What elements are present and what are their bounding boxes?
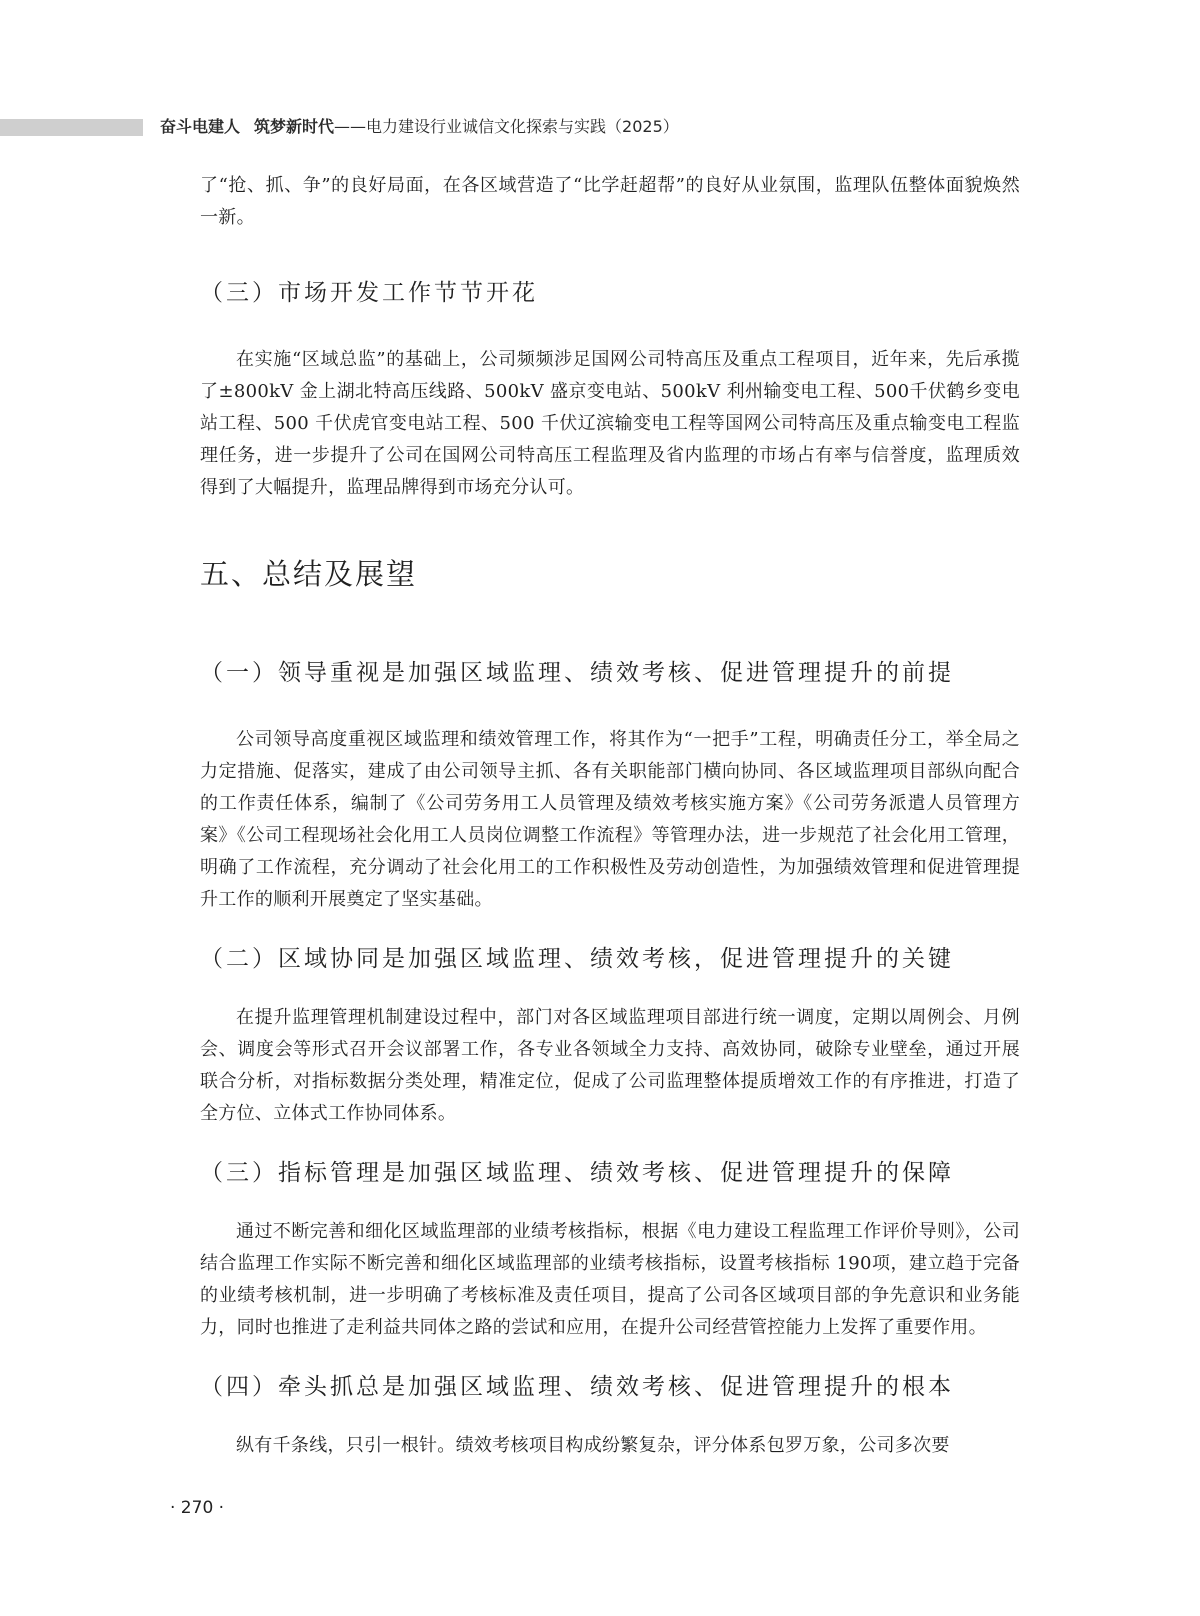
- paragraph-overall-lead: 纵有千条线，只引一根针。绩效考核项目构成纷繁复杂，评分体系包罗万象，公司多次要: [236, 1435, 950, 1456]
- page-number: · 270 ·: [170, 1498, 225, 1518]
- paragraph-leadership: 公司领导高度重视区域监理和绩效管理工作，将其作为“一把手”工程，明确责任分工，举全局之力定措施、促落实，建成了由公司领导主抓、各有关职能部门横向协同、各区域监理项目部纵向配合的工作责任体系，编制了《公司劳务用工人员管理及绩效考核实施方案》《公司劳务派遣人员管理方案》《公司工程现场社会化用工人员岗位调整工作流程》等管理办法，进一步规范了社会化用工管理，明确了工作流程，充分调动了社会化用工的工作积极性及劳动创造性，为加强绩效管理和促进管理提升工作的顺利开展奠定了坚实基础。: [200, 729, 1020, 910]
- section-heading-summary: 五、总结及展望: [200, 557, 418, 591]
- paragraph-regional-coordination: 在提升监理管理机制建设过程中，部门对各区域监理项目部进行统一调度，定期以周例会、月例会、调度会等形式召开会议部署工作，各专业各领域全力支持、高效协同，破除专业壁垒，通过开展联合分析，对指标数据分类处理，精准定位，促成了公司监理整体提质增效工作的有序推进，打造了全方位、立体式工作协同体系。: [200, 1007, 1020, 1124]
- subheading-leadership: （一）领导重视是加强区域监理、绩效考核、促进管理提升的前提: [200, 660, 954, 686]
- running-header: [160, 116, 679, 138]
- subheading-regional-coordination: （二）区域协同是加强区域监理、绩效考核，促进管理提升的关键: [200, 946, 954, 972]
- header-decor-bar: [0, 119, 143, 136]
- subheading-overall-lead: （四）牵头抓总是加强区域监理、绩效考核、促进管理提升的根本: [200, 1374, 954, 1400]
- page-content: [200, 170, 1020, 1462]
- header-title-part2: 筑梦新时代: [254, 117, 335, 136]
- header-title-part1: 奋斗电建人: [160, 117, 241, 136]
- paragraph-continued: 了“抢、抓、争”的良好局面，在各区域营造了“比学赶超帮”的良好从业氛围，监理队伍整体面貌焕然一新。: [200, 175, 1020, 228]
- subheading-market-development: （三）市场开发工作节节开花: [200, 280, 538, 306]
- subheading-indicator-management: （三）指标管理是加强区域监理、绩效考核、促进管理提升的保障: [200, 1160, 954, 1186]
- paragraph-indicator-management: 通过不断完善和细化区域监理部的业绩考核指标，根据《电力建设工程监理工作评价导则》，公司结合监理工作实际不断完善和细化区域监理部的业绩考核指标，设置考核指标 190项，建立趋于完备的业绩考核机制，进一步明确了考核标准及责任项目，提高了公司各区域项目部的争先意识和业务能力，同时也推进了走利益共同体之路的尝试和应用，在提升公司经营管控能力上发挥了重要作用。: [200, 1221, 1020, 1338]
- header-subtitle: ——电力建设行业诚信文化探索与实践（2025）: [334, 117, 679, 136]
- paragraph-market-development: 在实施“区域总监”的基础上，公司频频涉足国网公司特高压及重点工程项目，近年来，先后承揽了±800kV 金上湖北特高压线路、500kV 盛京变电站、500kV 利州输变电工程、500千伏鹤乡变电站工程、500 千伏虎官变电站工程、500 千伏辽滨输变电工程等国网公司特高压及重点输变电工程监理任务，进一步提升了公司在国网公司特高压工程监理及省内监理的市场占有率与信誉度，监理质效得到了大幅提升，监理品牌得到市场充分认可。: [200, 349, 1020, 498]
